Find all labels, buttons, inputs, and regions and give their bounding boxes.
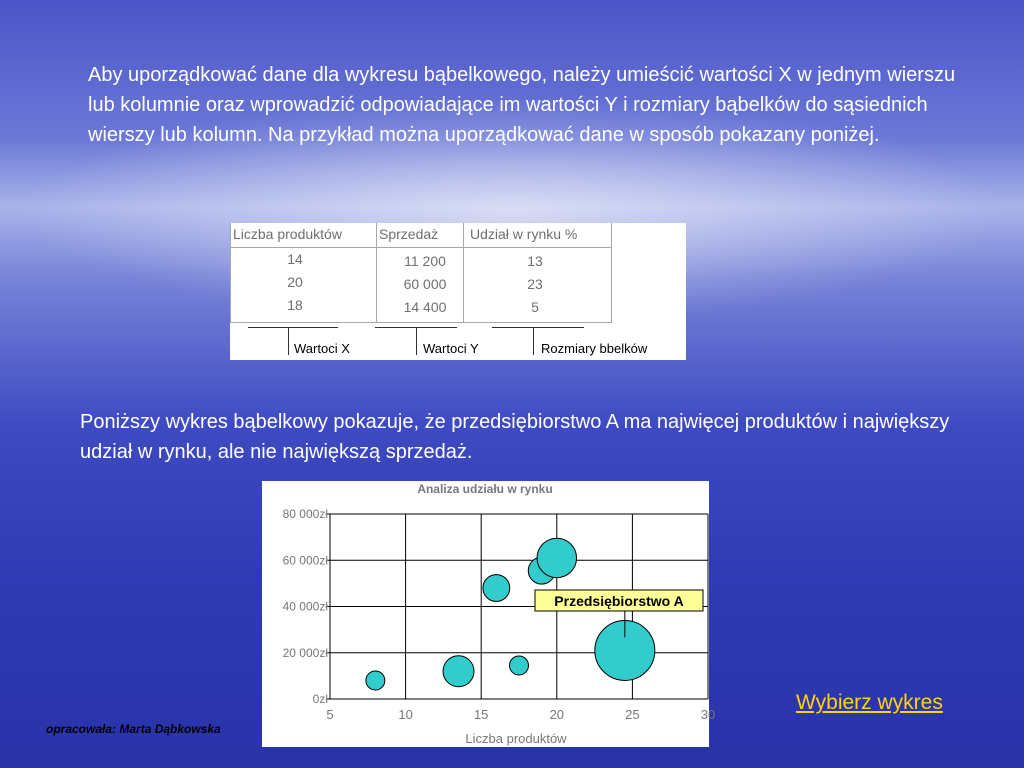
intro-paragraph: Aby uporządkować dane dla wykresu bąbelkowego, należy umieścić wartości X w jednym wierszu lub kolumnie oraz wprowadzić odpowiadające im wartości Y i rozmiary bąbelków do sąsiednich wierszy lub kolumn. Na przykład można uporządkować dane w sposób pokazany poniżej. <box>88 64 956 146</box>
chart-title: Analiza udziału w rynku <box>417 482 553 496</box>
y-tick-label: 40 000zł <box>282 599 328 614</box>
table-divider <box>611 223 612 323</box>
table-divider <box>230 322 612 323</box>
author-credit: opracowała: Marta Dąbkowska <box>46 722 221 736</box>
bubble-point <box>443 656 474 687</box>
table-header: Liczba produktów <box>233 226 342 242</box>
table-header: Sprzedaż <box>379 226 439 242</box>
table-cell: 20 <box>287 274 303 290</box>
annotation-label: Przedsiębiorstwo A <box>554 593 684 609</box>
bubble-point <box>366 671 385 690</box>
table-divider <box>230 247 612 248</box>
y-tick-label: 20 000zł <box>282 645 328 660</box>
table-cell: 14 <box>287 251 303 267</box>
bubble-point <box>483 575 510 602</box>
y-tick-label: 60 000zł <box>282 553 328 568</box>
bracket-line <box>248 327 338 328</box>
bracket-line <box>492 327 584 328</box>
table-header: Udział w rynku % <box>470 226 578 242</box>
table-cell: 13 <box>527 253 543 269</box>
table-cell: 11 200 <box>404 253 446 269</box>
bracket-line <box>533 327 534 355</box>
choose-chart-link[interactable]: Wybierz wykres <box>796 691 943 714</box>
bubble-size-label: Rozmiary bbelków <box>541 341 648 356</box>
table-cell: 18 <box>287 297 303 313</box>
x-tick-label: 5 <box>326 707 334 722</box>
table-cell: 5 <box>531 299 539 315</box>
bubble-point <box>510 656 529 675</box>
table-cell: 23 <box>527 276 543 292</box>
table-divider <box>376 223 377 323</box>
x-tick-label: 15 <box>473 707 489 722</box>
y-tick-label: 0zł <box>312 692 328 706</box>
y-values-label: Wartoci Y <box>423 341 479 356</box>
table-divider <box>230 223 231 323</box>
x-values-label: Wartoci X <box>294 341 350 356</box>
x-tick-label: 25 <box>625 707 640 722</box>
table-cell: 14 400 <box>403 299 447 315</box>
table-cell: 60 000 <box>403 276 447 292</box>
sample-data-table <box>230 223 686 360</box>
table-divider <box>463 223 464 323</box>
x-tick-label: 30 <box>700 707 716 722</box>
bubble-chart-svg <box>262 481 716 747</box>
bracket-line <box>416 327 417 355</box>
x-tick-label: 20 <box>549 707 565 722</box>
description-paragraph: Poniższy wykres bąbelkowy pokazuje, że przedsiębiorstwo A ma najwięcej produktów i największy udział w rynku, ale nie największą sprzedaż. <box>80 411 950 463</box>
x-axis-label: Liczba produktów <box>465 731 567 746</box>
bracket-line <box>288 327 289 355</box>
y-tick-label: 80 000zł <box>282 507 328 521</box>
bubble-chart <box>262 481 716 747</box>
bubble-point <box>537 538 576 577</box>
x-tick-label: 10 <box>398 707 413 722</box>
